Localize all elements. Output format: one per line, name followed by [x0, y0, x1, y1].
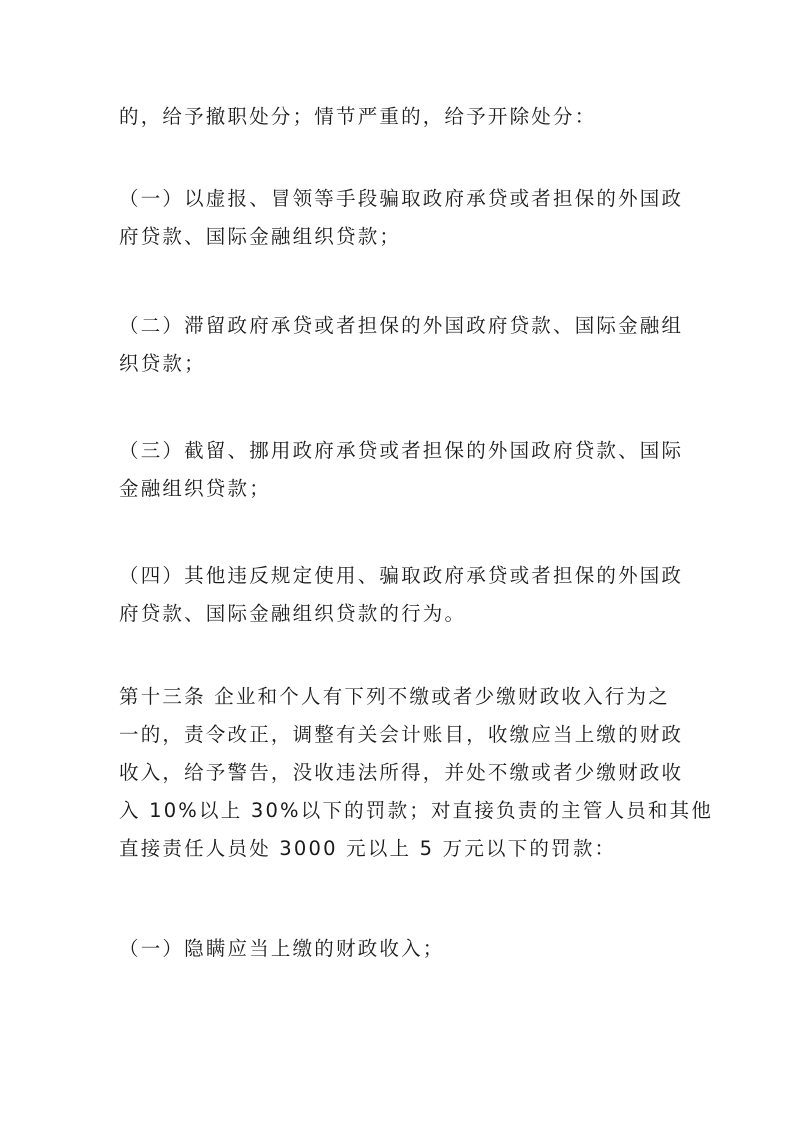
text-line: 金融组织贷款；	[119, 477, 271, 500]
text-line: （一）隐瞒应当上缴的财政收入；	[119, 937, 445, 960]
text-line: 织贷款；	[119, 352, 206, 375]
text-line: 直接责任人员处 3000 元以上 5 万元以下的罚款：	[119, 837, 617, 860]
paragraph-penalty-intro	[119, 98, 679, 136]
paragraph-article-13-item-1	[119, 930, 679, 968]
paragraph-item-1	[119, 180, 684, 256]
text-line: 府贷款、国际金融组织贷款的行为。	[119, 602, 467, 625]
text-line: 收入，给予警告，没收违法所得，并处不缴或者少缴财政收	[119, 761, 684, 784]
paragraph-article-13	[119, 678, 714, 868]
paragraph-item-3	[119, 432, 684, 508]
text-line: （二）滞留政府承贷或者担保的外国政府贷款、国际金融组	[119, 314, 684, 337]
text-line: （四）其他违反规定使用、骗取政府承贷或者担保的外国政	[119, 564, 684, 587]
text-line: 一的，责令改正，调整有关会计账目，收缴应当上缴的财政	[119, 723, 684, 746]
text-line: 入 10%以上 30%以下的罚款；对直接负责的主管人员和其他	[119, 799, 714, 822]
paragraph-item-2	[119, 307, 684, 383]
text-line: 第十三条 企业和个人有下列不缴或者少缴财政收入行为之	[119, 685, 670, 708]
text-line: （一）以虚报、冒领等手段骗取政府承贷或者担保的外国政	[119, 187, 684, 210]
paragraph-item-4	[119, 557, 684, 633]
text-line: 府贷款、国际金融组织贷款；	[119, 225, 402, 248]
text-line: （三）截留、挪用政府承贷或者担保的外国政府贷款、国际	[119, 439, 684, 462]
text-line: 的，给予撤职处分；情节严重的，给予开除处分：	[119, 105, 597, 128]
